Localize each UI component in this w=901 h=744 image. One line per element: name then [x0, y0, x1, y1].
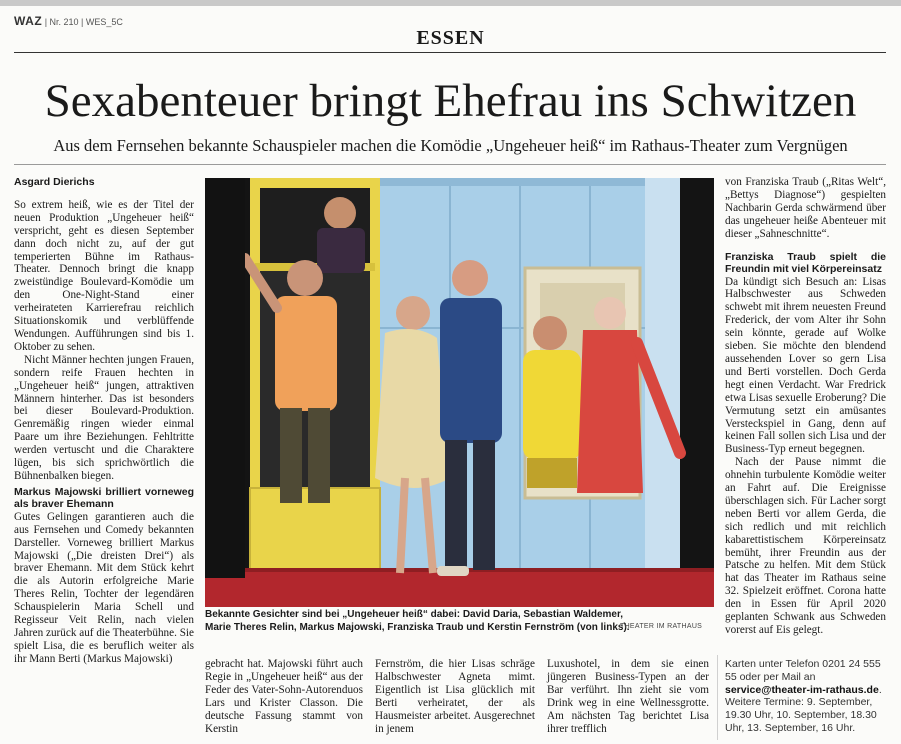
top-bar — [0, 0, 901, 6]
section-rule — [14, 52, 886, 53]
stage-photo — [205, 178, 714, 607]
ticket-dates: . Weitere Termine: 9. September, 19.30 Uhr, 10. September, 18.30 Uhr, 13. September, 16 Uhr. — [725, 683, 882, 734]
paragraph: von Franziska Traub („Ritas Welt“, „Bettys Diagnose“) gespielten Nachbarin Gerda schwärmend über das ungeheuer heiße Abenteuer mit dieser „Sahneschnitte“. — [725, 176, 886, 240]
subheadline: Aus dem Fernsehen bekannte Schauspieler machen die Komödie „Ungeheuer heiß“ im Rathaus-Theater zum Vergnügen — [53, 136, 848, 155]
section-title: ESSEN — [416, 27, 485, 49]
ticket-info — [725, 658, 886, 735]
paragraph: Fernström, die hier Lisas schräge Halbschwester Agneta mimt. Eigentlich ist Lisa glücklich mit Berti verheiratet, der als Hausmeister arbeitet. Ausgerechnet in jenem — [375, 658, 535, 735]
paragraph: gebracht hat. Majowski führt auch Regie in „Ungeheuer heiß“ aus der Feder des Vater-Sohn-Autorenduos Lars und Krister Classon. Die deutsche Fassung stammt von Kerstin — [205, 658, 363, 735]
issue-info: | Nr. 210 | WES_5C — [44, 17, 123, 27]
article-column-4 — [547, 658, 709, 735]
paragraph: Nach der Pause nimmt die ohnehin turbulente Komödie weiter an Fahrt auf. Die Ereignisse überschlagen sich. Für Lacher sorgt neben Berti vor allem Gerda, die sich redlich und mit reichlich kabarettistischem Körpereinsatz bemüht, ihrer Freundin aus der Patsche zu helfen. Mit dem Stück hat das Theater im Rathaus seine 32. Spielzeit eröffnet. Corona hatte den in Essen für April 2020 geplanten Schwank aus Schweden vorerst auf Eis gelegt. — [725, 456, 886, 636]
article-column-1 — [14, 176, 194, 666]
paragraph: Da kündigt sich Besuch an: Lisas Halbschwester aus Schweden schwebt mit ihrem neuesten Freund Frederick, der vom Alter ihr Sohn sein könnte, gerade auf Wolke sieben. Sie möchte den blendend aussehenden Lover so gern Lisa und Berti vorstellen. Doch Gerda hegt einen Verdacht. War Fredrick etwa Lisas sexuelle Eroberung? Die Vermutung setzt ein amüsantes Versteckspiel in Gang, denn auf keinen Fall sollen sich Lisa und der Business-Typ erneut begegnen. — [725, 275, 886, 456]
photo-caption: Bekannte Gesichter sind bei „Ungeheuer heiß“ dabei: David Daria, Sebastian Waldemer, Marie Theres Relin, Markus Majowski, Franziska Traub und Kerstin Fernström (von links). — [205, 609, 630, 633]
article-column-3 — [375, 658, 535, 735]
paragraph: So extrem heiß, wie es der Titel der neuen Produktion „Ungeheuer heiß“ verspricht, geht es diesen September dann doch nicht zu, auf der gut temperierten Bühne im Rathaus-Theater. Dennoch bringt die knapp zweistündige Boulevard-Komödie um den One-Night-Stand einer verheirateten Karrierefrau reichlich Situationskomik und verblüffende Wendungen. Aufführungen sind bis 1. Oktober zu sehen. — [14, 198, 194, 353]
paper-name: WAZ — [14, 14, 43, 28]
paragraph: Nicht Männer hechten jungen Frauen, sondern reife Frauen hechten in „Ungeheuer heiß“ jungen, attraktiven Männern hinterher. Das ist besonders bei dieser Boulevard-Produktion. Genremäßig ringen wieder einmal Paare um ihre Beziehungen. Fehltritte werden vertuscht und die Charaktere lügen, bis sich sprichwörtlich die Bühnenbalken biegen. — [14, 353, 194, 482]
email-link[interactable]: service@theater-im-rathaus.de — [725, 683, 879, 696]
inline-subheading: Franziska Traub spielt die Freundin mit viel Körpereinsatz — [725, 250, 886, 276]
headline-rule — [14, 164, 886, 165]
article-column-5 — [725, 176, 886, 637]
masthead — [14, 14, 123, 28]
paragraph: Gutes Gelingen garantieren auch die aus Fernsehen und Comedy bekannten Darsteller. Vorneweg brilliert Markus Majowski („Die dreisten Drei“) als braver Ehemann. Mit dem Stück kehrt die als Autorin erfolgreiche Marie Theres Relin, Tochter der legendären Schauspielerin Maria Schell und Regisseur Veit Relin, nach vielen Jahren zurück auf die Theaterbühne. Sie spielt Lisa, die es beruflich weiter als ihr Mann Berti (Markus Majowski) — [14, 510, 194, 665]
paragraph: Luxushotel, in dem sie einen jüngeren Business-Typen an der Bar verführt. Ihn zieht sie vom Drink weg in eine Wellnessgrotte. Am nächsten Tag berichtet Lisa ihrer trefflich — [547, 658, 709, 735]
article-column-2 — [205, 658, 363, 735]
column-divider — [717, 655, 718, 740]
inline-subheading: Markus Majowski brilliert vorneweg als braver Ehemann — [14, 485, 194, 511]
headline: Sexabenteuer bringt Ehefrau ins Schwitzen — [44, 75, 857, 127]
photo-credit: THEATER IM RATHAUS — [620, 623, 703, 630]
author-byline: Asgard Dierichs — [14, 176, 95, 188]
ticket-info-text: Karten unter Telefon 0201 24 555 55 oder per Mail an — [725, 658, 881, 683]
